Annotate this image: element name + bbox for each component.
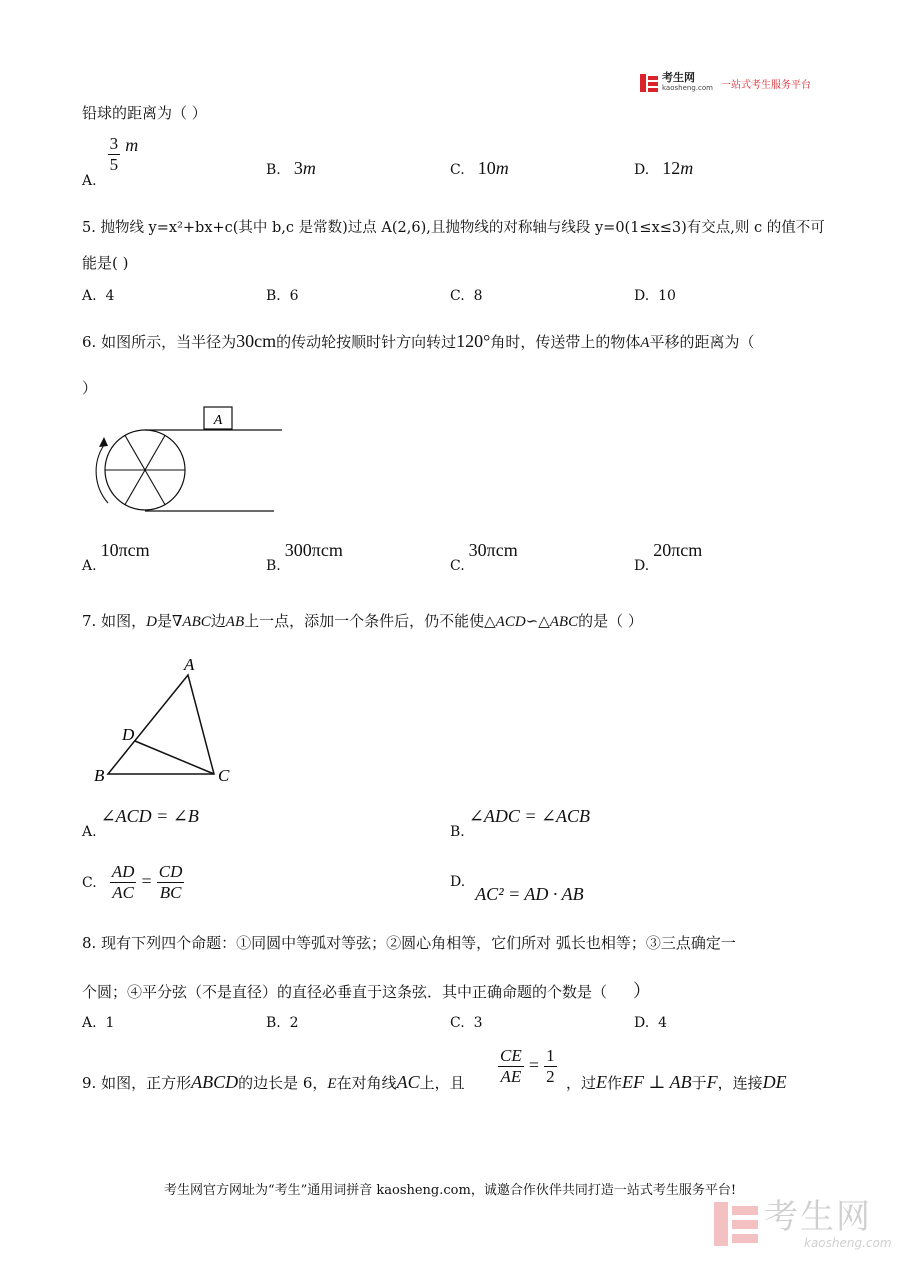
- q8-option-a: A. 1: [82, 1015, 115, 1031]
- q6-stem-line1: 6. 如图所示，当半径为30cm的传动轮按顺时针方向转过120°角时，传送带上的物体A平移的距离为（: [82, 331, 755, 351]
- q7-option-a: A.∠ACD = ∠B: [82, 806, 199, 840]
- q6-option-d: D.20πcm: [634, 540, 703, 574]
- page-footer: 考生网官方网址为“考生”通用词拼音 kaosheng.com，诚邀合作伙伴共同打造一站式考生服务平台!: [163, 1183, 737, 1198]
- vertex-label-a: A: [184, 655, 195, 674]
- q4-continuation: 铅球的距离为（ ）: [82, 104, 207, 122]
- vertex-label-c: C: [218, 766, 230, 785]
- brand-logo-icon: [640, 74, 658, 92]
- vertex-label-d: D: [122, 725, 135, 744]
- brand-name: 考生网: [662, 71, 695, 84]
- q5-option-d: D. 10: [634, 288, 676, 304]
- q6-figure: [90, 405, 290, 520]
- q7-option-c: C. $\frac{AD}{AC}$ = $\frac{CD}{BC}$: [82, 862, 183, 902]
- q9-stem-left: 9. 如图，正方形ABCD的边长是 6，E在对角线AC上，且: [82, 1072, 465, 1092]
- q9-stem-right: ，过E作EF ⊥ AB于F，连接DE: [566, 1072, 787, 1092]
- q6-option-c: C.30πcm: [450, 540, 518, 574]
- watermark-brand: 考生网: [764, 1197, 872, 1237]
- q7-triangle-figure: [88, 650, 248, 790]
- q8-option-b: B. 2: [266, 1015, 299, 1031]
- q5-stem-line1: 5. 抛物线 y=x²+bx+c(其中 b,c 是常数)过点 A(2,6),且抛物线的对称轴与线段 y=0(1≤x≤3)有交点,则 c 的值不可: [82, 220, 825, 236]
- q5-option-b: B. 6: [266, 288, 299, 304]
- q4-option-a: A. $\frac{3}{5}$ m: [82, 134, 139, 189]
- q7-option-d: D.AC² = AD · AB: [450, 874, 584, 904]
- q8-option-d: D. 4: [634, 1015, 668, 1031]
- segment-dc: [135, 741, 214, 774]
- q9-ratio: $\frac{CE}{AE}$ = $\frac{1}{2}$: [500, 1046, 555, 1086]
- q8-stem-line1: 8. 现有下列四个命题：①同圆中等弧对等弦；②圆心角相等，它们所对 弧长也相等；③三点确定一: [82, 934, 736, 952]
- q7-stem: 7. 如图，D是∇ABC边AB上一点，添加一个条件后，仍不能使△ACD∽△ABC的是（ ）: [82, 612, 643, 630]
- rotation-arrowhead-icon: [99, 437, 108, 447]
- block-label: A: [213, 413, 223, 428]
- header-logo: [640, 73, 811, 93]
- q8-stem-line2: 个圆；④平分弦（不是直径）的直径必垂直于这条弦．其中正确命题的个数是（ ）: [82, 981, 652, 1002]
- brand-url: kaosheng.com: [662, 84, 713, 92]
- watermark-logo: [714, 1198, 892, 1250]
- q4-a-fraction: $\frac{3}{5}$: [109, 134, 119, 174]
- q4-option-d: D. 12m: [634, 158, 694, 178]
- vertex-label-b: B: [94, 766, 105, 785]
- q8-option-c: C. 3: [450, 1015, 483, 1031]
- q4-option-b: B. 3m: [266, 158, 316, 178]
- q4-option-c: C. 10m: [450, 158, 509, 178]
- q5-option-c: C. 8: [450, 288, 483, 304]
- q7-option-b: B.∠ADC = ∠ACB: [450, 806, 591, 840]
- watermark-logo-icon: [714, 1202, 758, 1246]
- q6-stem-line2: ）: [82, 379, 98, 397]
- q6-option-b: B.300πcm: [266, 540, 343, 574]
- brand-slogan: 一站式考生服务平台: [720, 79, 811, 91]
- rotation-arrow-arc: [96, 445, 108, 503]
- q6-option-a: A.10πcm: [82, 540, 150, 574]
- q5-stem-line2: 能是( ): [82, 254, 129, 272]
- q5-option-a: A. 4: [82, 288, 115, 304]
- watermark-url: kaosheng.com: [804, 1236, 892, 1250]
